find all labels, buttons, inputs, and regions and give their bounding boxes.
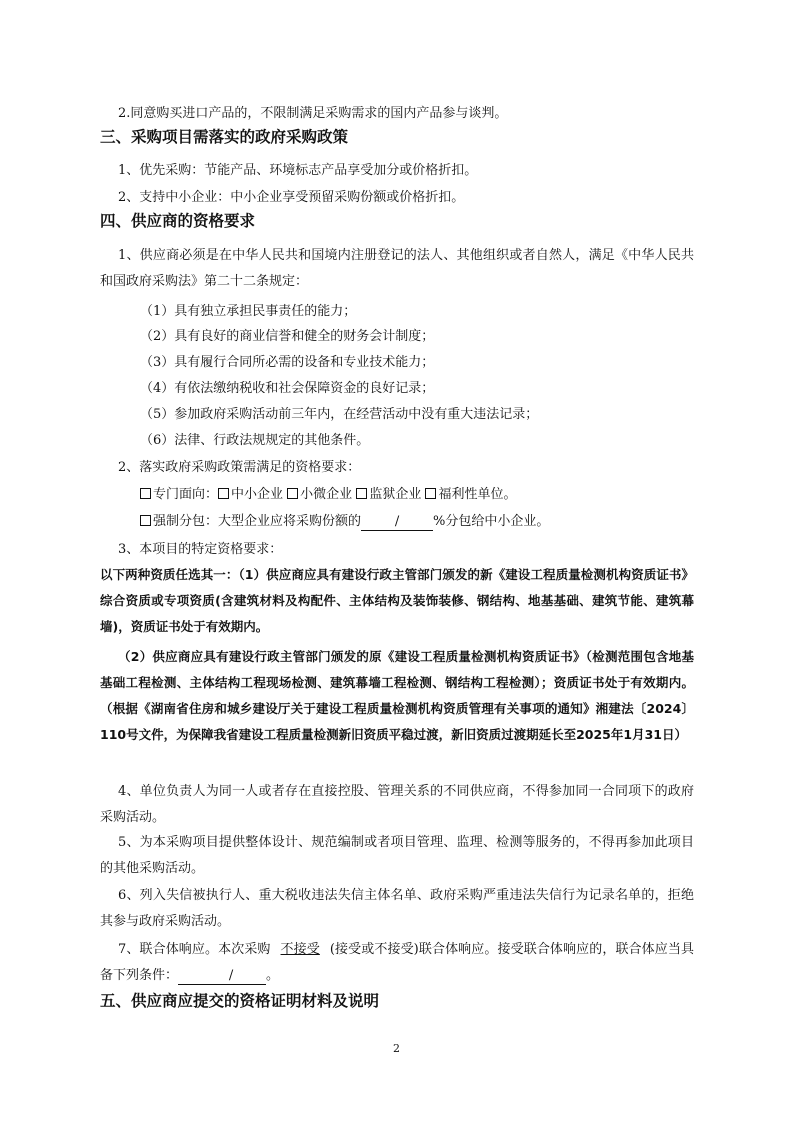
option-welfare: 福利性单位。 xyxy=(438,487,517,502)
qualification-option-2: （2）供应商应具有建设行政主管部门颁发的原《建设工程质量检测机构资质证书》（检测范围包含地基基础工程检测、主体结构工程现场检测、建筑幕墙工程检测、钢结构工程检测）；资质证书处于有效期内。（根据《湖南省住房和城乡建设厅关于建设工程质量检测机构资质管理有关事项的通知》湘建法〔2024〕110号文件，为保障我省建设工程质量检测新旧资质平稳过渡，新旧资质过渡期延长至2025年1月31日） xyxy=(100,649,694,742)
subcontract-tail: %分包给中小企业。 xyxy=(433,514,550,529)
option-prison: 监狱企业 xyxy=(369,487,422,502)
checkbox-icon xyxy=(218,488,229,499)
subcontract-text: 强制分包：大型企业应将采购份额的 xyxy=(153,514,362,529)
option-micro: 小微企业 xyxy=(300,487,353,502)
option-sme: 中小企业 xyxy=(231,487,284,502)
checkbox-icon xyxy=(140,488,151,499)
checkbox-icon xyxy=(140,515,151,526)
page-number: 2 xyxy=(393,1042,400,1055)
condition-3: （3）具有履行合同所必需的设备和专业技术能力； xyxy=(140,355,435,370)
consortium-text-2: (接受或不接受)联合体响应。接受联合体响应的，联合体应当具备下列条件： xyxy=(100,942,694,983)
heading-section-5: 五、供应商应提交的资格证明材料及说明 xyxy=(100,992,380,1010)
condition-6: （6）法律、行政法规规定的其他条件。 xyxy=(140,433,370,448)
consortium-text: 7、联合体响应。本次采购 xyxy=(118,942,271,957)
condition-5: （5）参加政府采购活动前三年内，在经营活动中没有重大违法记录； xyxy=(140,407,539,422)
para-supplier-registration: 1、供应商必须是在中华人民共和国境内注册登记的法人、其他组织或者自然人，满足《中华人民共和国政府采购法》第二十二条规定： xyxy=(100,248,694,289)
targeted-options xyxy=(140,482,710,508)
checkbox-icon xyxy=(425,488,436,499)
para-same-responsible-person: 4、单位负责人为同一人或者存在直接控股、管理关系的不同供应商，不得参加同一合同项下的政府采购活动。 xyxy=(100,784,694,825)
subcontract-line xyxy=(140,509,710,535)
para-policy-requirements: 2、落实政府采购政策需满足的资格要求： xyxy=(118,460,361,475)
condition-4: （4）有依法缴纳税收和社会保障资金的良好记录； xyxy=(140,381,435,396)
heading-section-4: 四、供应商的资格要求 xyxy=(100,212,256,230)
checkbox-icon xyxy=(287,488,298,499)
consortium-blank: / xyxy=(178,968,266,985)
consortium-value: 不接受 xyxy=(280,942,320,957)
heading-section-3: 三、采购项目需落实的政府采购政策 xyxy=(100,128,349,146)
para-priority-procurement: 1、优先采购：节能产品、环境标志产品享受加分或价格折扣。 xyxy=(118,163,478,178)
consortium-end: 。 xyxy=(266,968,280,983)
condition-1: （1）具有独立承担民事责任的能力； xyxy=(140,304,357,319)
para-support-sme: 2、支持中小企业：中小企业享受预留采购份额或价格折扣。 xyxy=(118,190,465,205)
targeted-label: 专门面向： xyxy=(153,487,219,502)
para-design-services: 5、为本采购项目提供整体设计、规范编制或者项目管理、监理、检测等服务的，不得再参加此项目的其他采购活动。 xyxy=(100,835,694,876)
subcontract-blank: / xyxy=(361,514,433,531)
para-import-products: 2.同意购买进口产品的，不限制满足采购需求的国内产品参与谈判。 xyxy=(118,106,508,121)
qualification-option-1: 以下两种资质任选其一：（1）供应商应具有建设行政主管部门颁发的新《建设工程质量检测机构资质证书》综合资质或专项资质(含建筑材料及构配件、主体结构及装饰装修、钢结构、地基基础、建筑节能、建筑幕墙)，资质证书处于有效期内。 xyxy=(100,567,694,634)
para-consortium xyxy=(100,937,694,989)
para-specific-requirements: 3、本项目的特定资格要求： xyxy=(118,542,283,557)
para-dishonest-list: 6、列入失信被执行人、重大税收违法失信主体名单、政府采购严重违法失信行为记录名单的，拒绝其参与政府采购活动。 xyxy=(100,888,694,929)
condition-2: （2）具有良好的商业信誉和健全的财务会计制度； xyxy=(140,329,435,344)
checkbox-icon xyxy=(356,488,367,499)
